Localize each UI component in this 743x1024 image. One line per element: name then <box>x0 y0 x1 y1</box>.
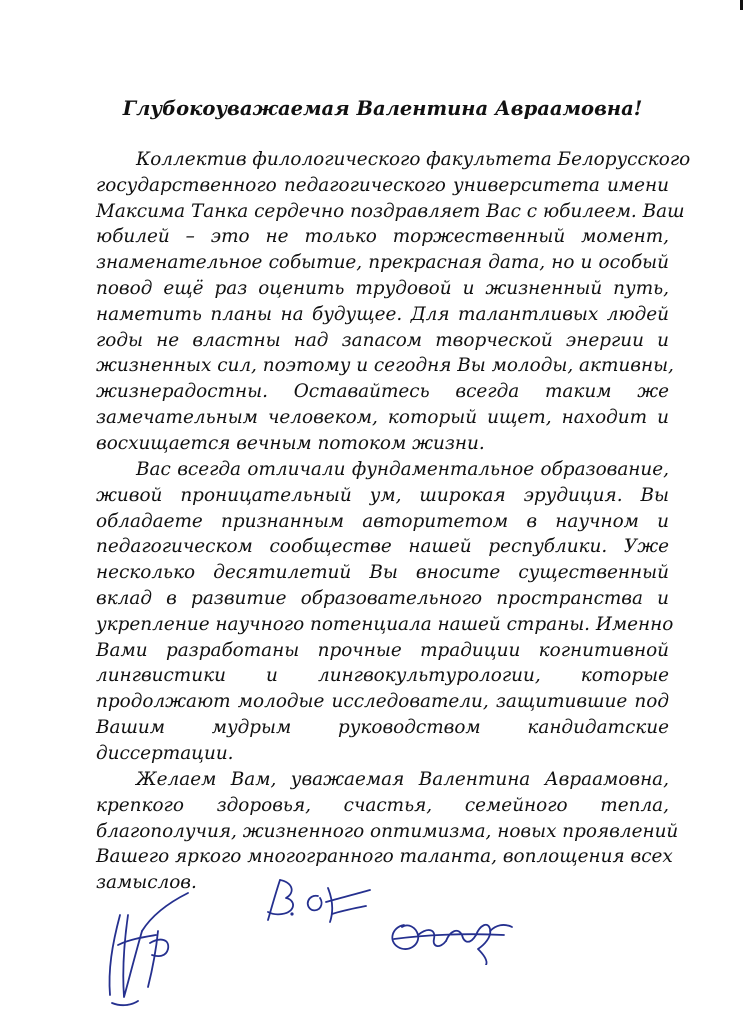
text-line: знаменательное событие, прекрасная дата, но и особый <box>96 252 669 274</box>
text-line: педагогическом сообществе нашей республики. Уже <box>96 536 669 558</box>
signature-left <box>98 885 194 1015</box>
text-line: жизненных сил, поэтому и сегодня Вы молоды, активны, <box>96 355 674 377</box>
text-line: вклад в развитие образовательного пространства и <box>96 587 669 609</box>
text-line: замечательным человеком, который ищет, находит и <box>96 406 669 428</box>
text-line: государственного педагогического университета имени <box>96 174 669 196</box>
text-line: Вашим мудрым руководством кандидатские <box>96 716 669 738</box>
text-line: восхищается вечным потоком жизни. <box>96 432 485 454</box>
text-line: годы не властны над запасом творческой энергии и <box>96 329 669 351</box>
text-line: повод ещё раз оценить трудовой и жизненный путь, <box>96 277 669 299</box>
text-line: замыслов. <box>96 872 197 894</box>
text-line: продолжают молодые исследователи, защитившие под <box>96 691 669 713</box>
text-line: лингвистики и лингвокультурологии, которые <box>96 665 669 687</box>
text-line: несколько десятилетий Вы вносите существенный <box>96 562 669 584</box>
text-line: живой проницательный ум, широкая эрудиция. Вы <box>96 484 669 506</box>
text-line: крепкого здоровья, счастья, семейного тепла, <box>96 794 669 816</box>
text-line: Вашего яркого многогранного таланта, воплощения всех <box>96 846 673 868</box>
text-line: Вас всегда отличали фундаментальное образование, <box>136 459 669 480</box>
text-line: укрепление научного потенциала нашей страны. Именно <box>96 613 674 635</box>
text-line: жизнерадостны. Оставайтесь всегда таким же <box>96 381 669 403</box>
paragraph-congratulations <box>96 147 691 457</box>
text-line: диссертации. <box>96 742 234 764</box>
text-line: Максима Танка сердечно поздравляет Вас с юбилеем. Ваш <box>96 200 685 222</box>
text-line: Вами разработаны прочные традиции когнитивной <box>96 639 669 661</box>
text-line: Коллектив филологического факультета Белорусского <box>136 149 691 170</box>
letter-greeting: Глубокоуважаемая Валентина Авраамовна! <box>122 97 643 120</box>
text-line: Желаем Вам, уважаемая Валентина Авраамовна, <box>136 769 669 790</box>
text-line: юбилей – это не только торжественный момент, <box>96 226 669 248</box>
signature-middle <box>262 870 372 930</box>
paragraph-achievements <box>96 457 674 767</box>
signature-right <box>384 905 514 965</box>
text-line: наметить планы на будущее. Для талантливых людей <box>96 303 669 325</box>
paragraph-wishes <box>96 767 679 896</box>
text-line: благополучия, жизненного оптимизма, новых проявлений <box>96 820 679 842</box>
text-line: обладаете признанным авторитетом в научном и <box>96 510 669 532</box>
